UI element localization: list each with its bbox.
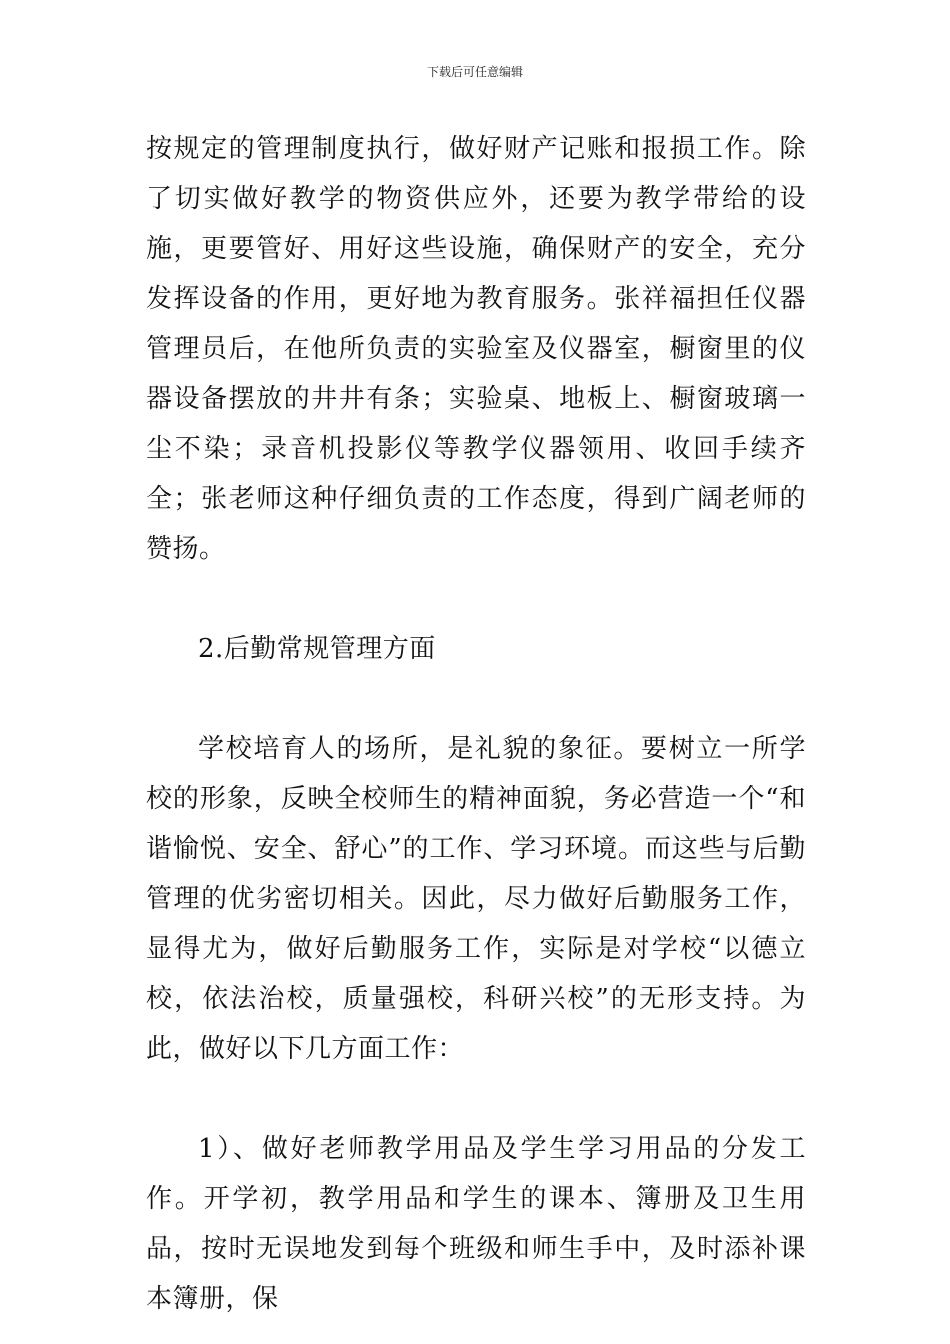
section-heading-logistics: 2.后勤常规管理方面 <box>198 634 436 664</box>
paragraph-equipment-management: 按规定的管理制度执行，做好财产记账和报损工作。除了切实做好教学的物资供应外，还要为教学带给的设施，更要管好、用好这些设施，确保财产的安全，充分发挥设备的作用，更好地为教育服务。张祥福担任仪器管理员后，在他所负责的实验室及仪器室，橱窗里的仪器设备摆放的井井有条；实验桌、地板上、橱窗玻璃一尘不染；录音机投影仪等教学仪器领用、收回手续齐全；张老师这种仔细负责的工作态度，得到广阔老师的赞扬。 <box>146 134 806 564</box>
paragraph-gap <box>146 1074 806 1124</box>
paragraph-gap <box>146 674 806 724</box>
header-note: 下载后可任意编辑 <box>426 65 523 79</box>
paragraph-school-environment: 学校培育人的场所，是礼貌的象征。要树立一所学校的形象，反映全校师生的精神面貌，务必营造一个“和谐愉悦、安全、舒心”的工作、学习环境。而这些与后勤管理的优劣密切相关。因此，尽力做好后勤服务工作，显得尤为，做好后勤服务工作，实际是对学校“以德立校，依法治校，质量强校，科研兴校”的无形支持。为此，做好以下几方面工作： <box>146 734 806 1064</box>
paragraph-gap <box>146 574 806 624</box>
document-body <box>146 124 806 1324</box>
paragraph-supplies-distribution: 1）、做好老师教学用品及学生学习用品的分发工作。开学初，教学用品和学生的课本、簿册及卫生用品，按时无误地发到每个班级和师生手中，及时添补课本簿册，保 <box>146 1134 806 1314</box>
